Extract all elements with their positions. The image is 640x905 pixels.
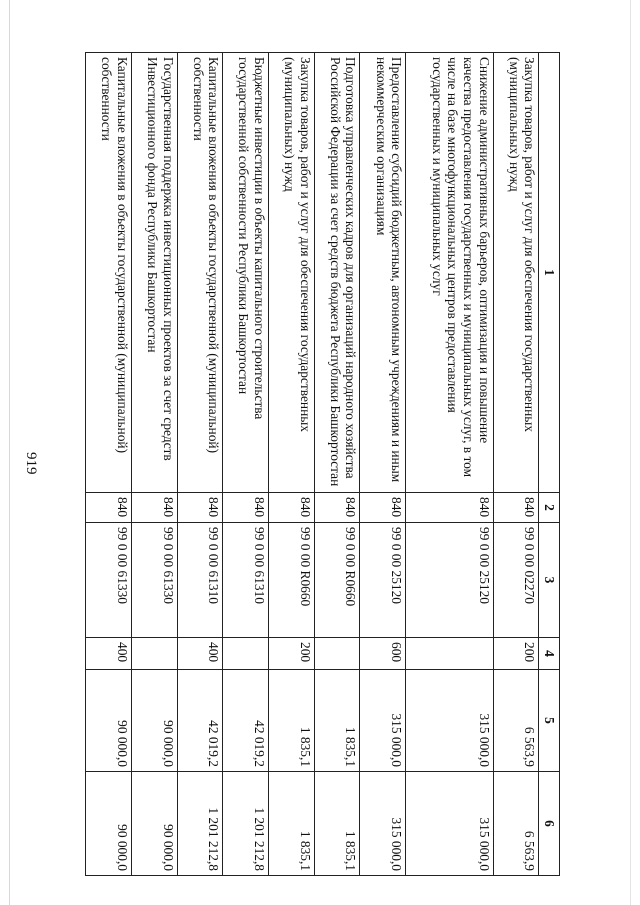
row-sum-2: 6 563,9 xyxy=(493,772,539,876)
scan-edge-right xyxy=(630,0,631,905)
row-kind: 200 xyxy=(269,638,315,670)
row-name: Закупка товаров, работ и услуг для обеспечения государственных (муниципальных) нужд xyxy=(493,53,539,493)
table-row xyxy=(177,53,223,876)
row-sum-1: 1 835,1 xyxy=(314,670,360,772)
row-name: Капитальные вложения в объекты государственной (муниципальной) собственности xyxy=(86,53,132,493)
col-header-6: 6 xyxy=(539,772,560,876)
table-row xyxy=(131,53,177,876)
row-dept: 840 xyxy=(269,493,315,523)
row-name: Капитальные вложения в объекты государственной (муниципальной) собственности xyxy=(177,53,223,493)
col-header-4: 4 xyxy=(539,638,560,670)
row-sum-1: 42 019,2 xyxy=(177,670,223,772)
table-row xyxy=(86,53,132,876)
row-kind xyxy=(406,638,493,670)
row-dept: 840 xyxy=(177,493,223,523)
row-kind: 200 xyxy=(493,638,539,670)
row-code: 99 0 00 61330 xyxy=(131,523,177,638)
row-sum-2: 90 000,0 xyxy=(86,772,132,876)
row-sum-2: 1 835,1 xyxy=(314,772,360,876)
row-kind: 400 xyxy=(86,638,132,670)
table-header-row xyxy=(539,53,560,876)
row-sum-2: 1 201 212,8 xyxy=(223,772,269,876)
rotated-table-wrapper xyxy=(85,52,560,875)
table-row xyxy=(360,53,406,876)
row-dept: 840 xyxy=(86,493,132,523)
row-code: 99 0 00 02270 xyxy=(493,523,539,638)
row-dept: 840 xyxy=(360,493,406,523)
table-row xyxy=(406,53,493,876)
row-sum-1: 42 019,2 xyxy=(223,670,269,772)
row-name: Снижение административных барьеров, оптимизация и повышение качества предоставления государственных и муниципальных услуг, в том числе на базе многофункциональных центров предоставления государственных и муниципальных услуг xyxy=(406,53,493,493)
row-sum-1: 6 563,9 xyxy=(493,670,539,772)
row-kind: 400 xyxy=(177,638,223,670)
col-header-1: 1 xyxy=(539,53,560,493)
row-kind xyxy=(131,638,177,670)
row-sum-1: 90 000,0 xyxy=(131,670,177,772)
row-sum-2: 315 000,0 xyxy=(406,772,493,876)
row-sum-2: 90 000,0 xyxy=(131,772,177,876)
row-code: 99 0 00 R0660 xyxy=(269,523,315,638)
col-header-2: 2 xyxy=(539,493,560,523)
row-code: 99 0 00 61310 xyxy=(177,523,223,638)
table-row xyxy=(223,53,269,876)
col-header-5: 5 xyxy=(539,670,560,772)
row-sum-2: 1 201 212,8 xyxy=(177,772,223,876)
budget-table xyxy=(85,52,560,876)
row-code: 99 0 00 61330 xyxy=(86,523,132,638)
row-dept: 840 xyxy=(131,493,177,523)
row-dept: 840 xyxy=(406,493,493,523)
row-dept: 840 xyxy=(314,493,360,523)
row-dept: 840 xyxy=(493,493,539,523)
row-code: 99 0 00 25120 xyxy=(360,523,406,638)
row-kind xyxy=(223,638,269,670)
row-code: 99 0 00 61310 xyxy=(223,523,269,638)
scan-edge-left xyxy=(9,0,10,905)
row-kind xyxy=(314,638,360,670)
row-sum-1: 1 835,1 xyxy=(269,670,315,772)
row-name: Подготовка управленческих кадров для организаций народного хозяйства Российской Федерации за счет средств бюджета Республики Башкортостан xyxy=(314,53,360,493)
table-row xyxy=(493,53,539,876)
row-sum-1: 315 000,0 xyxy=(406,670,493,772)
row-sum-1: 90 000,0 xyxy=(86,670,132,772)
row-name: Закупка товаров, работ и услуг для обеспечения государственных (муниципальных) нужд xyxy=(269,53,315,493)
table-row xyxy=(269,53,315,876)
row-name: Государственная поддержка инвестиционных проектов за счет средств Инвестиционного фонда Республики Башкортостан xyxy=(131,53,177,493)
table-row xyxy=(314,53,360,876)
row-code: 99 0 00 25120 xyxy=(406,523,493,638)
row-name: Бюджетные инвестиции в объекты капитального строительства государственной собственности Республики Башкортостан xyxy=(223,53,269,493)
row-name: Предоставление субсидий бюджетным, автономным учреждениям и иным некоммерческим организациям xyxy=(360,53,406,493)
row-dept: 840 xyxy=(223,493,269,523)
row-code: 99 0 00 R0660 xyxy=(314,523,360,638)
row-kind: 600 xyxy=(360,638,406,670)
row-sum-2: 315 000,0 xyxy=(360,772,406,876)
page-number: 919 xyxy=(23,452,39,475)
row-sum-1: 315 000,0 xyxy=(360,670,406,772)
col-header-3: 3 xyxy=(539,523,560,638)
row-sum-2: 1 835,1 xyxy=(269,772,315,876)
